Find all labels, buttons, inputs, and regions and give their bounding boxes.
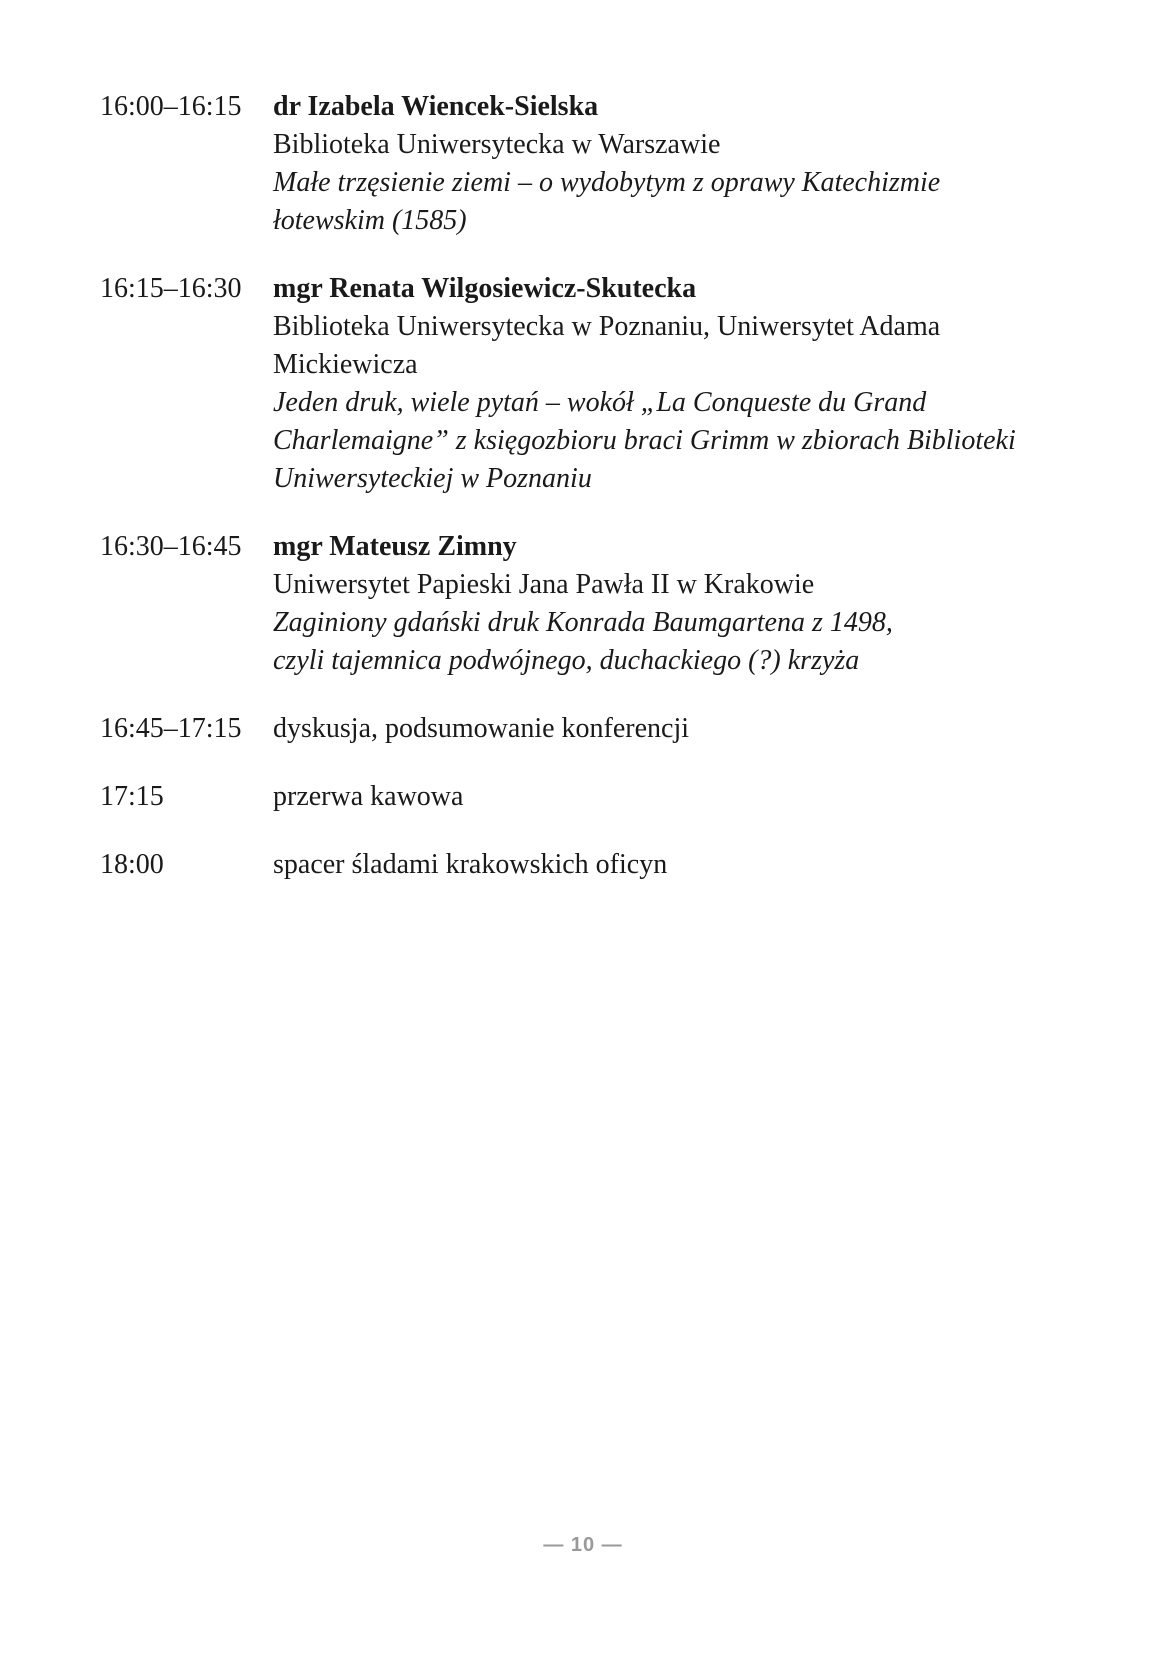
schedule-entry xyxy=(100,846,1100,884)
time-slot: 16:15–16:30 xyxy=(100,273,242,304)
speaker-affiliation: Biblioteka Uniwersytecka w Poznaniu, Uniwersytet Adama Mickiewicza xyxy=(273,311,941,380)
talk-title: Małe trzęsienie ziemi – o wydobytym z oprawy Katechizmie łotewskim (1585) xyxy=(273,167,941,236)
schedule-entry xyxy=(100,528,1100,680)
speaker-affiliation: Biblioteka Uniwersytecka w Warszawie xyxy=(273,129,721,160)
speaker-affiliation: Uniwersytet Papieski Jana Pawła II w Krakowie xyxy=(273,569,815,600)
entry-text: spacer śladami krakowskich oficyn xyxy=(273,849,668,880)
entry-text: przerwa kawowa xyxy=(273,781,464,812)
program-schedule xyxy=(100,88,1100,914)
entry-content xyxy=(273,270,1100,498)
speaker-name: dr Izabela Wiencek-Sielska xyxy=(273,91,599,122)
time-slot: 16:00–16:15 xyxy=(100,91,242,122)
schedule-entry xyxy=(100,710,1100,748)
speaker-name: mgr Mateusz Zimny xyxy=(273,531,517,562)
schedule-entry xyxy=(100,88,1100,240)
speaker-name: mgr Renata Wilgosiewicz-Skutecka xyxy=(273,273,697,304)
time-slot: 16:30–16:45 xyxy=(100,531,242,562)
entry-content xyxy=(273,528,1100,680)
talk-title: Jeden druk, wiele pytań – wokół „La Conqueste du Grand Charlemaigne” z księgozbioru braci Grimm w zbiorach Biblioteki Uniwersyteckiej w Poznaniu xyxy=(273,387,1016,494)
time-slot: 16:45–17:15 xyxy=(100,713,242,744)
schedule-entry xyxy=(100,778,1100,816)
talk-title: Zaginiony gdański druk Konrada Baumgartena z 1498, czyli tajemnica podwójnego, duchackiego (?) krzyża xyxy=(273,607,893,676)
entry-content xyxy=(273,88,1100,240)
schedule-entry xyxy=(100,270,1100,498)
time-slot: 17:15 xyxy=(100,781,164,812)
time-slot: 18:00 xyxy=(100,849,164,880)
entry-text: dyskusja, podsumowanie konferencji xyxy=(273,713,690,744)
page-number: — 10 — xyxy=(543,1534,623,1556)
